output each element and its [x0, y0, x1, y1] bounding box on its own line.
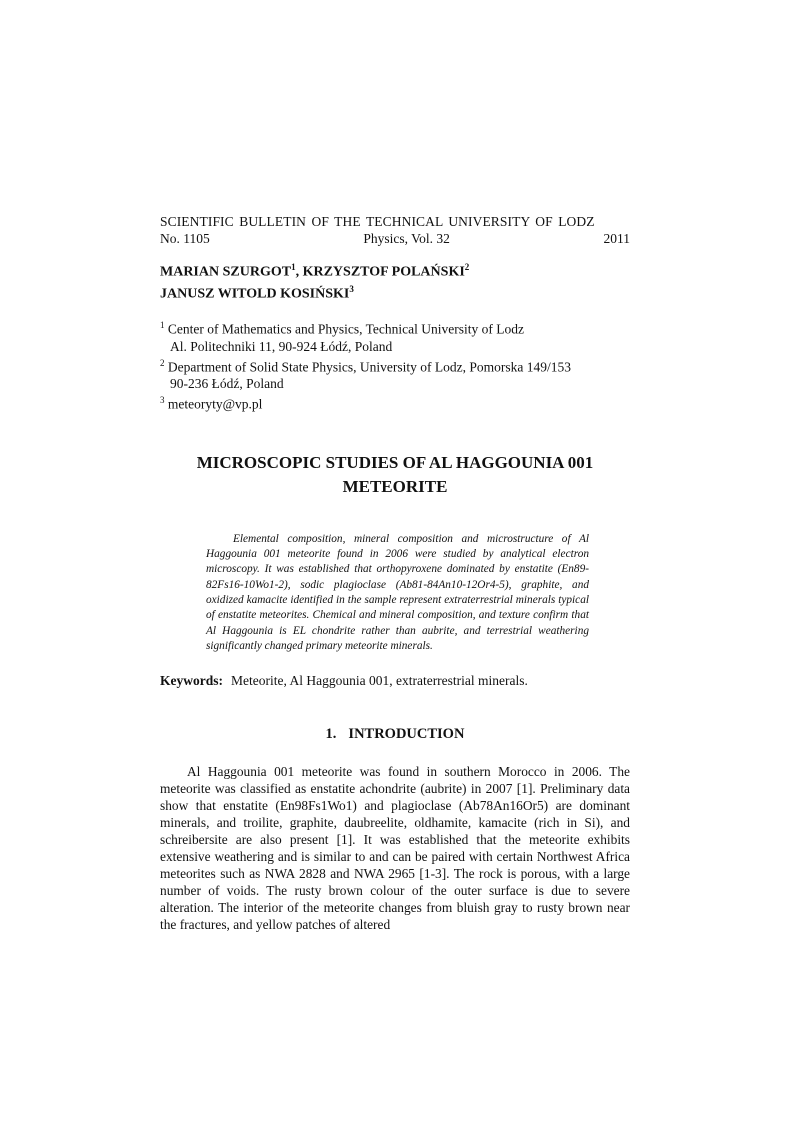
- title-line-2: METEORITE: [342, 476, 448, 496]
- author-separator: ,: [295, 264, 303, 280]
- issue-series: Physics, Vol. 32: [363, 231, 450, 246]
- section-heading: [160, 725, 630, 743]
- intro-paragraph: Al Haggounia 001 meteorite was found in southern Morocco in 2006. The meteorite was classified as enstatite achondrite (aubrite) in 2007 [1]. Preliminary data show that enstatite (En98Fs1Wo1) and plagioclase (Ab78An16Or5) are dominant minerals, and troilite, graphite, daubreelite, oldhamite, kamacite (rich in Si), and schreibersite are also present [1]. It was established that the meteorite exhibits extensive weathering and is similar to and can be paired with certain Northwest Africa meteorites such as NWA 2828 and NWA 2965 [1-3]. The rock is porous, with a large number of voids. The rusty brown colour of the outer surface is due to severe alteration. The interior of the meteorite changes from bluish gray to rusty brown near the fractures, and yellow patches of altered: [160, 764, 630, 933]
- affiliation-text: Department of Solid State Physics, University of Lodz, Pomorska 149/153: [167, 359, 571, 375]
- paper-page: [160, 214, 630, 933]
- affiliations: [160, 317, 630, 413]
- affiliation-2-address: 90-236 Łódź, Poland: [170, 376, 284, 392]
- author-name: MARIAN SZURGOT: [160, 264, 292, 280]
- issue-year: 2011: [603, 231, 630, 246]
- author-name: JANUSZ WITOLD KOSIŃSKI: [160, 286, 350, 302]
- author-affiliation-mark: 3: [349, 283, 354, 294]
- affiliation-1-address: Al. Politechniki 11, 90-924 Łódź, Poland: [170, 338, 393, 354]
- affiliation-mark: 3: [160, 395, 165, 406]
- affiliation-3: [160, 392, 630, 413]
- affiliation-mark: 2: [160, 357, 165, 368]
- section-title: INTRODUCTION: [348, 726, 465, 743]
- author-list: [160, 259, 630, 302]
- affiliation-mark: 1: [160, 320, 165, 331]
- author-line-2: [160, 281, 630, 303]
- issue-line: [160, 230, 630, 247]
- section-number: 1.: [325, 726, 337, 743]
- affiliation-text: Center of Mathematics and Physics, Technical University of Lodz: [167, 321, 524, 337]
- keywords: [160, 672, 630, 689]
- affiliation-1: [160, 317, 630, 338]
- keywords-label: Keywords:: [160, 673, 223, 689]
- author-affiliation-mark: 1: [291, 262, 296, 272]
- contact-email: meteoryty@vp.pl: [167, 396, 263, 412]
- author-line-1: [160, 259, 630, 281]
- affiliation-2: [160, 355, 630, 376]
- abstract: Elemental composition, mineral composition and microstructure of Al Haggounia 001 meteorite found in 2006 were studied by analytical electron microscopy. It was established that orthopyroxene dominated by enstatite (En89-82Fs16-10Wo1-2), sodic plagioclase (Ab81-84An10-12Or4-5), graphite, and oxidized kamacite identified in the sample represent extraterrestrial minerals typical of enstatite meteorites. Chemical and mineral composition, and texture confirm that Al Haggounia is EL chondrite rather than aubrite, and terrestrial weathering significantly changed primary meteorite minerals.: [206, 532, 589, 652]
- issue-number: No. 1105: [160, 231, 210, 246]
- keywords-text: Meteorite, Al Haggounia 001, extraterrestrial minerals.: [231, 673, 528, 689]
- author-affiliation-mark: 2: [464, 262, 470, 272]
- author-name: KRZYSZTOF POLAŃSKI: [302, 264, 465, 280]
- journal-name: SCIENTIFIC BULLETIN OF THE TECHNICAL UNIVERSITY OF LODZ: [160, 214, 595, 229]
- paper-title: [160, 451, 630, 499]
- title-line-1: MICROSCOPIC STUDIES OF AL HAGGOUNIA 001: [196, 452, 594, 472]
